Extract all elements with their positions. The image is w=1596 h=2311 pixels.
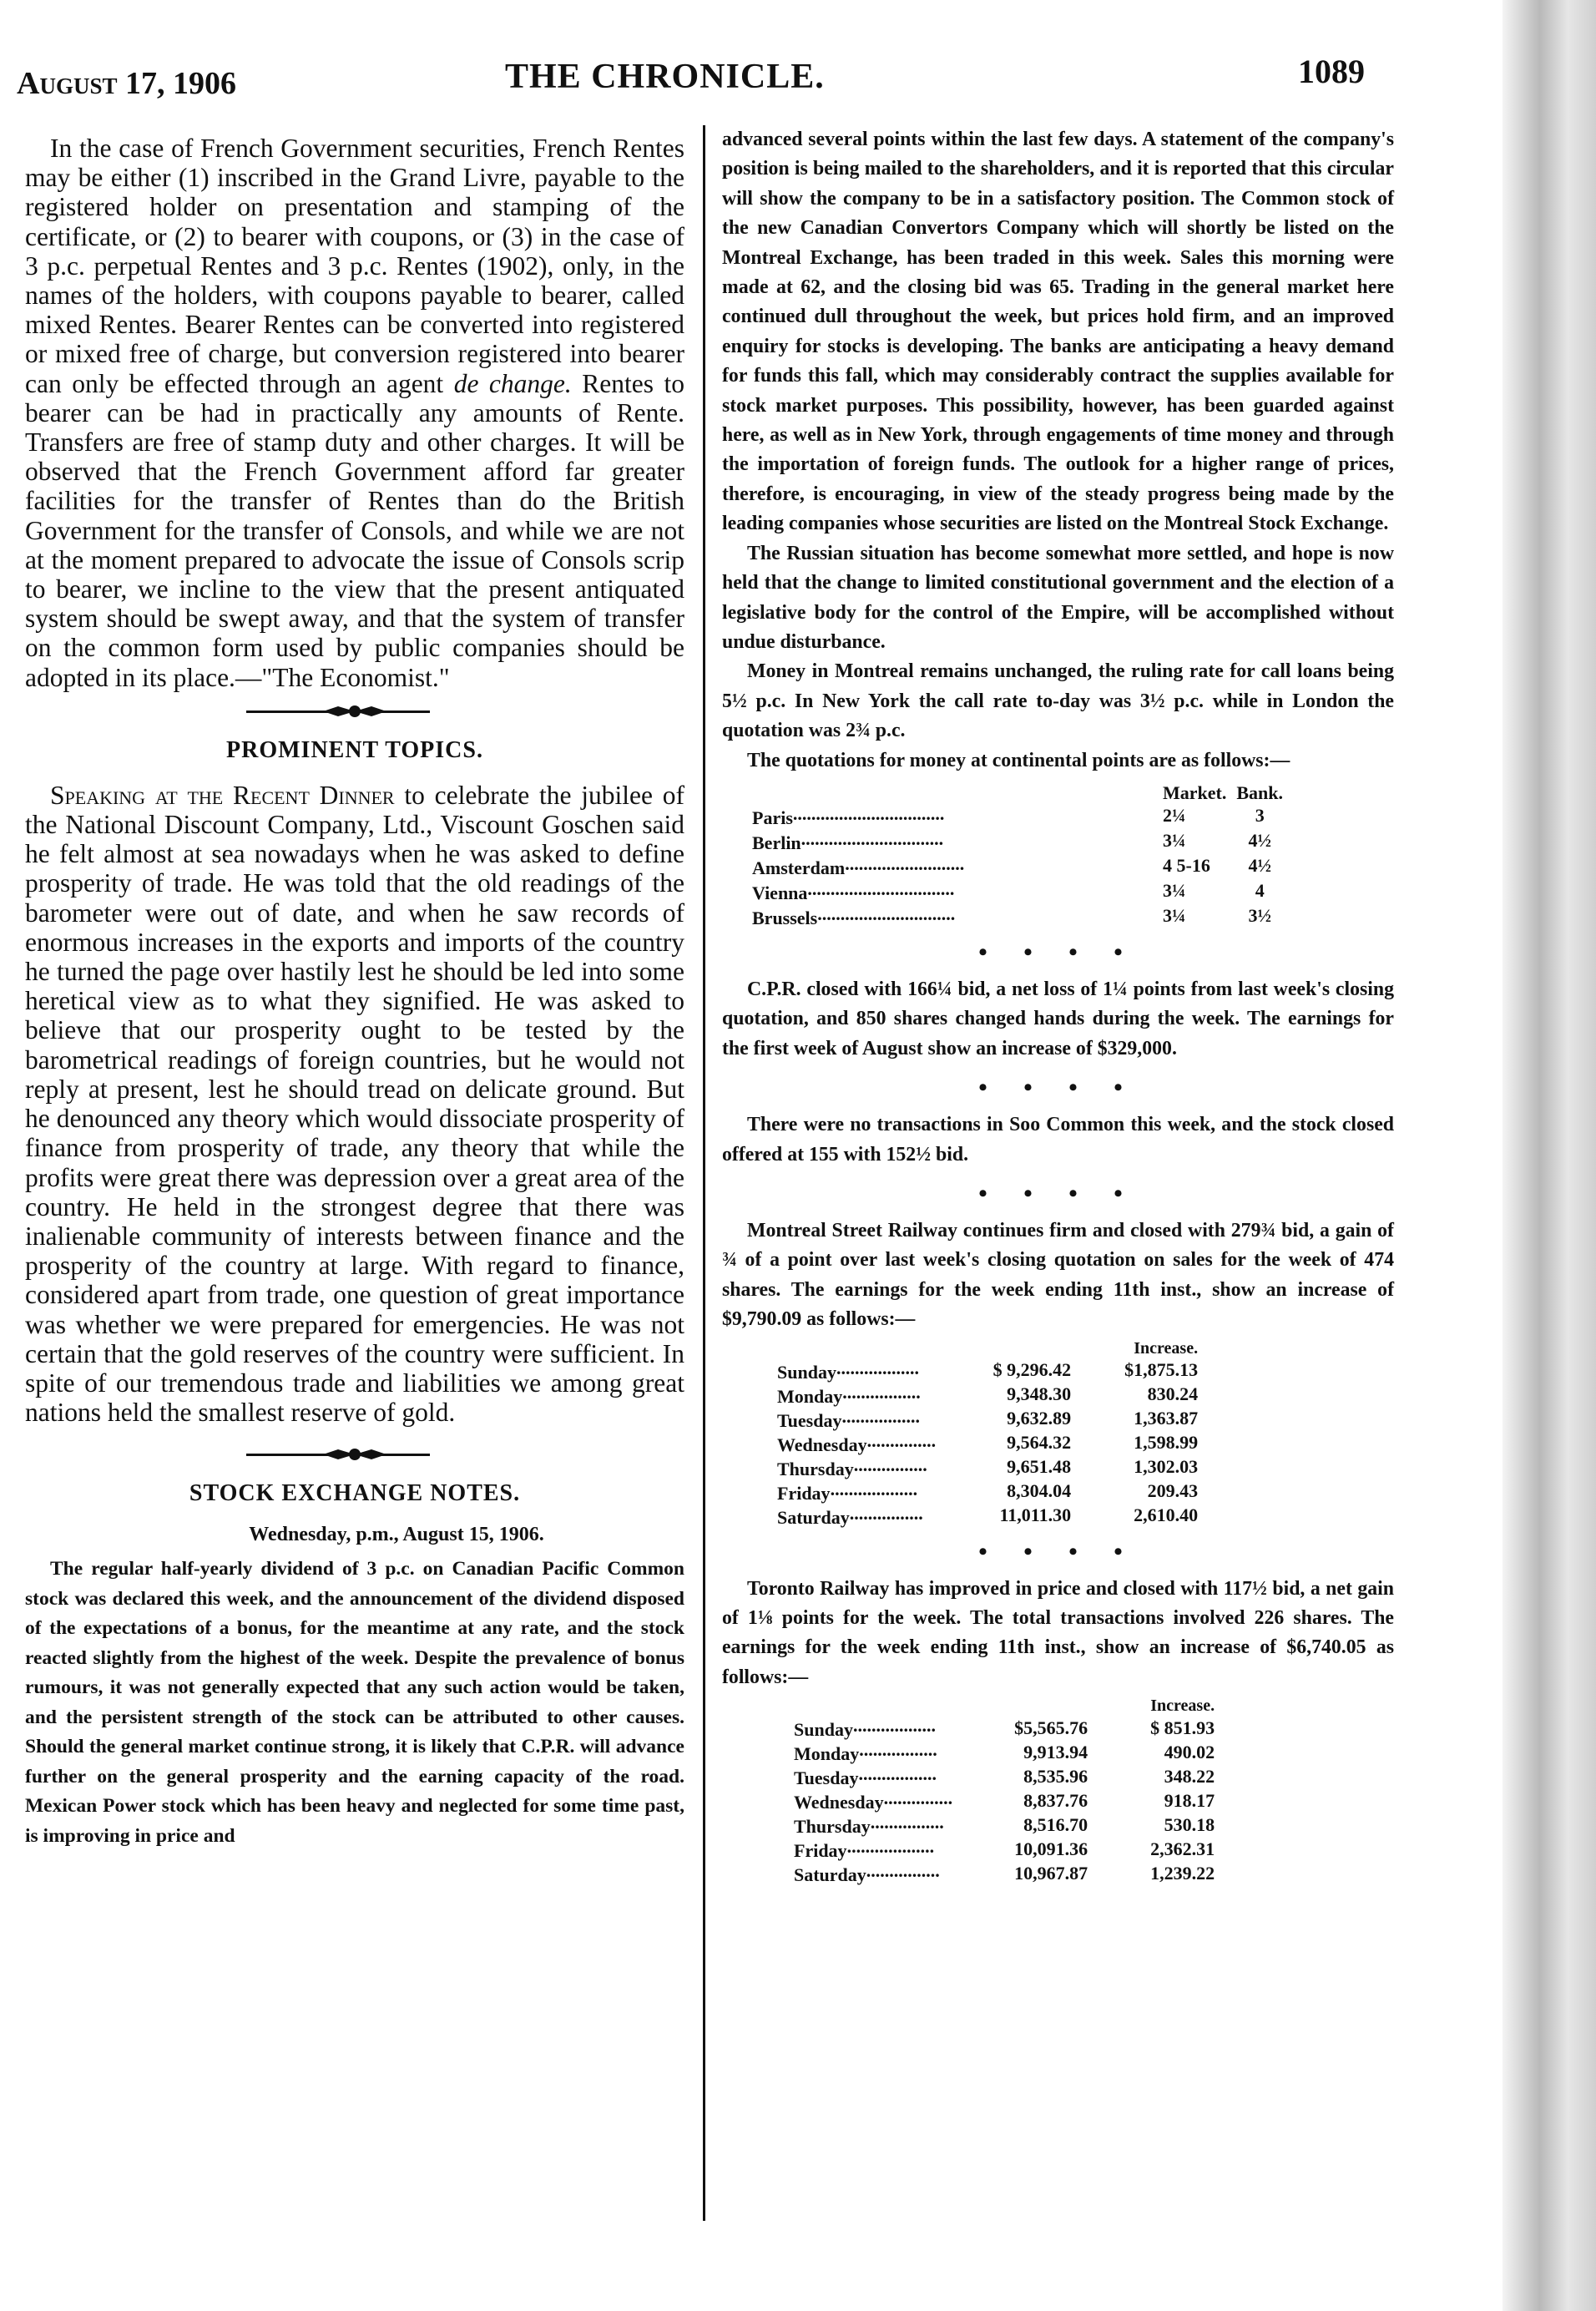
continental-intro-paragraph: The quotations for money at continental points are as follows:— xyxy=(747,749,1290,771)
table-row: Vienna................................ 3¼ 4 xyxy=(752,877,1265,903)
mexican-power-paragraph: advanced several points within the last few days. A statement of the company's position is being mailed to the shareholders, and it is reported that this circular will show the company to be in a satisfactory position. The Common stock of the new Canadian Convertors Company which will shortly be listed on the Montreal Exchange, has been traded in this week. Sales this morning were made at 62, and the closing bid was 65. Trading in the general market here continued dull throughout the week, but prices hold firm, and an improved enquiry for stocks is developing. The banks are anticipating a heavy demand for funds this fall, which may considerably contract the supplies available for stock market purposes. This possibility, however, has been guarded against here, as well as in New York, through engagements of time money and through the importation of foreign funds. The outlook for a higher range of prices, therefore, is encouraging, in view of the steady progress being made by the leading companies whose securities are listed on the Montreal Stock Exchange. xyxy=(722,129,1394,535)
separator-dots: • • • • xyxy=(978,938,1138,966)
stock-exchange-heading: STOCK EXCHANGE NOTES. xyxy=(189,1480,521,1507)
bank-column-header: Bank. xyxy=(1236,781,1284,803)
page-number: 1089 xyxy=(1298,53,1365,90)
table-row: Wednesday............... 8,837.76 918.17 xyxy=(794,1788,1215,1813)
table-row: Saturday................ 10,967.87 1,239.22 xyxy=(794,1861,1215,1886)
money-rates-paragraph: Money in Montreal remains unchanged, the ruling rate for call loans being 5½ p.c. In New York the call rate to-day was 3½ p.c. while in London the quotation was 2¾ p.c. xyxy=(722,660,1394,742)
table-row: Friday................... 10,091.36 2,362.31 xyxy=(794,1837,1215,1862)
separator-dots: • • • • xyxy=(978,1537,1138,1565)
montreal-earnings-table xyxy=(772,1338,1203,1528)
french-rentes-paragraph: In the case of French Government securities, French Rentes may be either (1) inscribed in the Grand Livre, payable to the registered holder on presentation and stamping of the certificate, or (2) to bearer with coupons, or (3) in the case of 3 p.c. perpetual Rentes and 3 p.c. Rentes (1902), only, in the names of the holders, with coupons payable to bearer, called mixed Rentes. Bearer Rentes can be converted into registered or mixed free of charge, but conversion registered into bearer can only be effected through an agent de change. Rentes to bearer can be had in practically any amounts of Rente. Transfers are free of stamp duty and other charges. It will be observed that the French Government afford far greater facilities for the transfer of Rentes than do the British Government for the transfer of Consols, and while we are not at the moment prepared to advocate the issue of Consols scrip to bearer, we incline to the view that the present antiquated system should be swept away, and that the system of transfer on the common form used by public companies should be adopted in its place.—"The Economist." xyxy=(25,134,684,692)
left-column xyxy=(25,134,684,1851)
table-row: Friday................... 8,304.04 209.43 xyxy=(777,1479,1199,1504)
table-row: Saturday................ 11,011.30 2,610.40 xyxy=(777,1503,1199,1528)
continental-rates-table xyxy=(747,782,1288,928)
table-row: Brussels.............................. 3¼ 3½ xyxy=(752,903,1271,928)
section-ornament xyxy=(25,699,684,724)
separator-dots: • • • • xyxy=(978,1074,1138,1102)
increase-header: Increase. xyxy=(1150,1697,1215,1716)
table-row: Wednesday............... 9,564.32 1,598.99 xyxy=(777,1430,1199,1455)
table-row: Sunday.................. $ 9,296.42 $1,875.13 xyxy=(777,1358,1199,1383)
market-column-header: Market. xyxy=(1163,781,1227,803)
cpr-paragraph: C.P.R. closed with 166¼ bid, a net loss of 1¼ points from last week's closing quotation, and 850 shares changed hands during the week. The earnings for the first week of August show an increase of $329,000. xyxy=(722,978,1394,1059)
increase-header: Increase. xyxy=(1134,1338,1199,1358)
page-header xyxy=(17,50,1369,109)
masthead-title: THE CHRONICLE. xyxy=(505,58,825,96)
table-row: Amsterdam.......................... 4 5-16 4½ xyxy=(752,852,1271,878)
separator-dots: • • • • xyxy=(978,1179,1138,1207)
table-row: Tuesday................. 9,632.89 1,363.87 xyxy=(777,1406,1199,1431)
dateline: Wednesday, p.m., August 15, 1906. xyxy=(249,1524,544,1546)
prominent-topics-paragraph: Speaking at the Recent Dinner to celebrate the jubilee of the National Discount Company, Ltd., Viscount Goschen said he felt almost at sea nowadays when he was asked to define prosperity of trade. He was told that the old readings of the barometer were out of date, and when he saw records of enormous increases in the exports and imports of the country he turned the page over hastily lest he should be led into some heretical view as to what they signified. He was asked to believe that our prosperity ought to be tested by the barometrical readings of foreign countries, but he would not reply at present, lest he should tread on delicate ground. But he denounced any theory which would dissociate prosperity of finance from prosperity of trade, any theory that while the profits were great there was depression over a great area of the country. He held in the strongest degree that there was inalienable community of interests between finance and the prosperity of the country at large. With regard to finance, considered apart from trade, one question of great importance was whether we were prepared for emergencies. He was not certain that the gold reserves of the country were sufficient. In spite of our tremendous trade and liabilities we among great nations held the smallest reserve of gold. xyxy=(25,780,685,1428)
soo-paragraph: There were no transactions in Soo Common this week, and the stock closed offered at 155 with 152½ bid. xyxy=(722,1114,1394,1166)
toronto-earnings-table xyxy=(789,1696,1220,1885)
table-row: Paris................................. 2¼ 3 xyxy=(752,802,1265,828)
page-edge xyxy=(1503,0,1596,2311)
table-row: Thursday................ 9,651.48 1,302.03 xyxy=(777,1454,1199,1479)
stock-notes-paragraph: The regular half-yearly dividend of 3 p.c. on Canadian Pacific Common stock was declared this week, and the announcement of the dividend disposed of the expectations of a bonus, for the meantime at any rate, and the stock reacted slightly from the highest of the week. Despite the prevalence of bonus rumours, it was not generally expected that any such action would be taken, and the persistent strength of the stock can be attributed to other causes. Should the general market continue strong, it is likely that C.P.R. will advance further on the general prosperity and the earning capacity of the road. Mexican Power stock which has been heavy and neglected for some time past, is improving in price and xyxy=(25,1558,684,1847)
montreal-railway-paragraph: Montreal Street Railway continues firm and closed with 279¾ bid, a gain of ¾ of a point over last week's closing quotation on sales for the week of 474 shares. The earnings for the week ending 11th inst., show an increase of $9,790.09 as follows:— xyxy=(722,1219,1394,1331)
russian-situation-paragraph: The Russian situation has become somewhat more settled, and hope is now held that the change to limited constitutional government and the election of a legislative body for the control of the Empire, will be accomplished without undue disturbance. xyxy=(722,542,1394,653)
table-row: Berlin............................... 3¼ 4½ xyxy=(752,827,1271,853)
toronto-railway-paragraph: Toronto Railway has improved in price and closed with 117½ bid, a net gain of 1⅛ points for the week. The total transactions involved 226 shares. The earnings for the week ending 11th inst., show an increase of $6,740.05 as follows:— xyxy=(722,1577,1394,1688)
section-ornament xyxy=(25,1442,684,1467)
right-column xyxy=(722,125,1394,1885)
prominent-topics-heading: PROMINENT TOPICS. xyxy=(226,736,483,763)
column-divider xyxy=(703,125,705,2221)
table-row: Thursday................ 8,516.70 530.18 xyxy=(794,1813,1215,1838)
table-row: Tuesday................. 8,535.96 348.22 xyxy=(794,1764,1215,1789)
table-row: Monday................. 9,348.30 830.24 xyxy=(777,1382,1199,1407)
issue-date: August 17, 1906 xyxy=(17,66,236,101)
table-row: Sunday.................. $5,565.76 $ 851.93 xyxy=(794,1716,1215,1741)
table-row: Monday................. 9,913.94 490.02 xyxy=(794,1740,1215,1765)
